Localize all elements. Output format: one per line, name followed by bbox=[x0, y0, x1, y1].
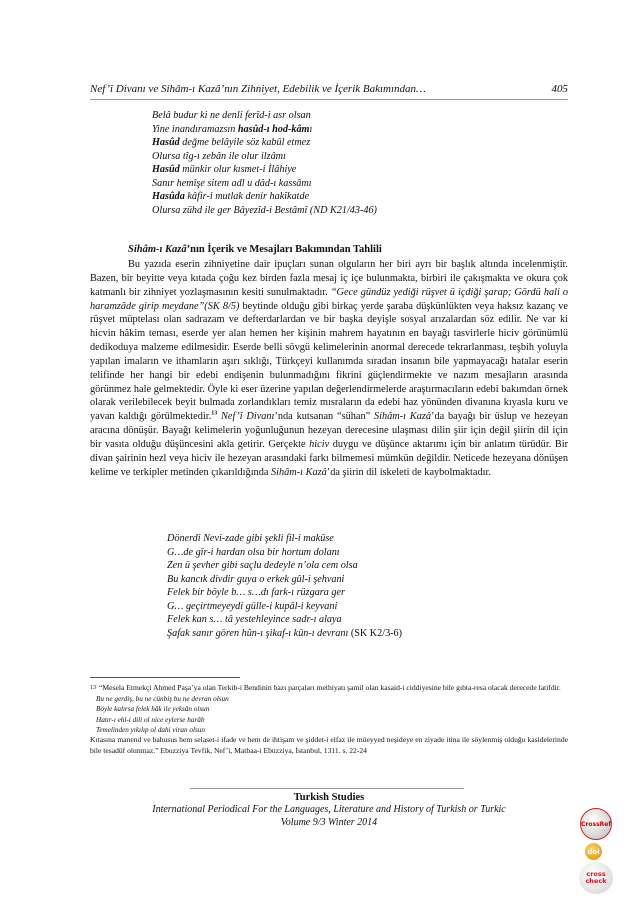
verse-line: Olursa zühd ile ger Bâyezîd-i Bestâmî (ND K21/43-46) bbox=[152, 204, 377, 216]
page-number: 405 bbox=[551, 83, 568, 95]
doi-badge-icon[interactable]: doi bbox=[585, 843, 602, 860]
footnote bbox=[90, 683, 568, 757]
journal-footer bbox=[90, 791, 568, 829]
verse-block-2 bbox=[167, 532, 402, 640]
verse-line: Hasûd münkir olur kısmet-i İlâhiye bbox=[152, 164, 297, 175]
section-heading: Sihâm-ı Kazâ’nın İçerik ve Mesajları Bakımından Tahlili bbox=[128, 244, 382, 255]
verse-line: Sanır hemîşe sitem adl u dâd-ı kassâmı bbox=[152, 177, 312, 189]
journal-volume: Volume 9/3 Winter 2014 bbox=[280, 816, 378, 828]
verse-line: Felek kan s… tâ yestehleyince sadr-ı alaya bbox=[167, 614, 342, 625]
verse-line: Bu kancık divdir guya o erkek gûl-i şehvani bbox=[167, 573, 345, 585]
footnote-ref[interactable]: 13 bbox=[211, 410, 218, 417]
crossref-badge-icon[interactable]: CrossRef bbox=[580, 808, 612, 840]
running-title: Nef’î Divanı ve Sihâm-ı Kazâ’nın Zihniyet, Edebilik ve İçerik Bakımından… bbox=[90, 83, 426, 95]
verse-line: Şafak sanır gören hûn-ı şikaf-ı kûn-ı devranı (SK K2/3-6) bbox=[167, 627, 403, 639]
verse-block-1 bbox=[152, 109, 377, 217]
journal-subtitle: International Periodical For the Languages, Literature and History of Turkish or Turkic bbox=[152, 804, 506, 815]
verse-line: G… geçirtmeyeydi gülle-i kupâl-i keyvani bbox=[167, 600, 338, 612]
verse-line: Hasûd değme belâyile söz kabûl etmez bbox=[152, 137, 311, 148]
footnote-divider bbox=[90, 677, 240, 678]
journal-title: Turkish Studies bbox=[293, 792, 365, 803]
verse-citation: (SK K2/3-6) bbox=[348, 627, 403, 639]
footnote-verse: Böyle kalırsa felek hâk ile yeksân olsun bbox=[96, 705, 210, 714]
verse-line: Dönerdi Nevi-zade gibi şekli fil-i makûse bbox=[167, 533, 334, 544]
verse-line: Belâ budur ki ne denli ferîd-i asr olsan bbox=[152, 110, 311, 121]
footnote-text: $^{13}$ “Mesela Etmekçi Ahmed Paşa’ya olan Terkib-i Bendinin bazı parçaları methiyatı şamil olan kasaid-i ciddiyesine bile gıbta-resa olacak derecede latifdir. bbox=[90, 683, 561, 692]
footnote-number: 13 bbox=[90, 685, 96, 691]
footnote-verse: Bu ne gerdiş, bu ne cünbiş bu ne devran olsun bbox=[96, 694, 229, 703]
running-header bbox=[90, 83, 568, 95]
verse-line: Yine inandıramazsın hasûd-ı hod-kâmı bbox=[152, 123, 313, 135]
crosscheck-badge-icon[interactable]: cross check bbox=[579, 862, 613, 894]
footnote-verse: Temelinden yıkılıp ol dahi viran olsun bbox=[96, 726, 205, 735]
body-text bbox=[90, 258, 568, 480]
header-divider bbox=[90, 99, 568, 100]
verse-line: Hasûda kâfir-i mutlak denir hakîkatde bbox=[152, 191, 310, 202]
verse-line: Zen ü şevher gibi saçlu dedeyle n’ola cem olsa bbox=[167, 560, 358, 571]
footnote-verse: Hatır-ı ehl-i dili ol nice eylerse harâb bbox=[96, 715, 205, 724]
verse-line: G…de gîr-i hardan olsa bir hortum dolanı bbox=[167, 546, 340, 558]
footer-divider bbox=[190, 788, 464, 789]
verse-line: Olursa tîg-ı zebân ile olur ilzâmı bbox=[152, 150, 286, 162]
verse-line: Felek bir böyle b… s…dı fark-ı rüzgara ger bbox=[167, 587, 345, 598]
body-paragraph: Bu yazıda eserin zihniyetine dair ipuçları sunan olguların her biri ayrı bir başlık altında incelenmiştir. Bazen, bir beyitte veya kıtada çoğu kez birden fazla mesaj iç içe bulunmakta, birbiri ile çakışmakta ve okura çok katmanlı bir zihniyet yozlaşmasının kesiti sunulmaktadır. “Gece gündüz yediği rüşvet ü içdiği şarap; Gördü hali o haramzâde girip meydane”(SK 8/5) beytinde olduğu gibi birkaç yerde şaraba düşkünlükten veya haksız kazanç ve rüşvet müptelası olan sadrazam ve defterdarlardan ve bir başka deyişle sosyal arızalardan söz edilir. Ne var ki hicvin hâkim teması, eserde yer alan hemen her kişinin mahrem hayatının en bayağı tasvirlerle hiciv görünümlü dedikoduya malzeme edilmesidir. Eserde belli sövgü kelimelerinin anormal derecede tekrarlanması, teşbih yoluyla yapılan imaların ve ithamların aşırı sıklığı, Türkçeyi kullanımda sıradan insanın bile yapmayacağı hatalar eserin telifinde her hangi bir edebi endişenin bulunmadığını fikrini güçlendirmekte ve nazım mesajların arasında görünmez hale gelmektedir. Öyle ki eser üzerine yapılan değerlendirmelerde araştırmacıların edebi bakımdan örnek olarak verilebilecek beyit bulmada zorlandıkları temiz mısraların da edebi haz yönünden divanına kıyasla kuru ve yavan kaldığı görülmektedir.$^{13}$ Nef’î Divanı’nda kutsanan “sühan” Sihâm-ı Kazâ’da bayağı bir üslup ve hezeyan aracına dönüşür. Bayağı kelimelerin yoğunluğunun hezeyan derecesine ulaşması dilin şiir için değil şiirin dil için bir vasıta olduğu düşüncesini akla getirir. Gerçekte hiciv duygu ve düşünce aktarımı için bir anlatım türüdür. Bir divan şairinin hezl veya hiciv ile hezeyan arasındaki farkı bilmemesi mümkün değildir. Neticede hezeyana dönüşen kelime ve terkipler metinden çıkarıldığında Sihâm-ı Kazâ’da şiirin dil iskeleti de kaybolmaktadır. bbox=[90, 259, 569, 478]
footnote-text: Kıtasına manend ve bahusus hem selaset-i ifade ve hem de ihtişam ve şiddet-i elfaz ile müeyyed neşideye en ziyade itina ile söylenmiş olduğu kasidelerinde bile tesadüf olunmaz.” Ebuzziya Tevfik, Nef’i, Matbaa-i Ebuzziya, İstanbul, 1311. s. 22-24 bbox=[90, 735, 568, 756]
